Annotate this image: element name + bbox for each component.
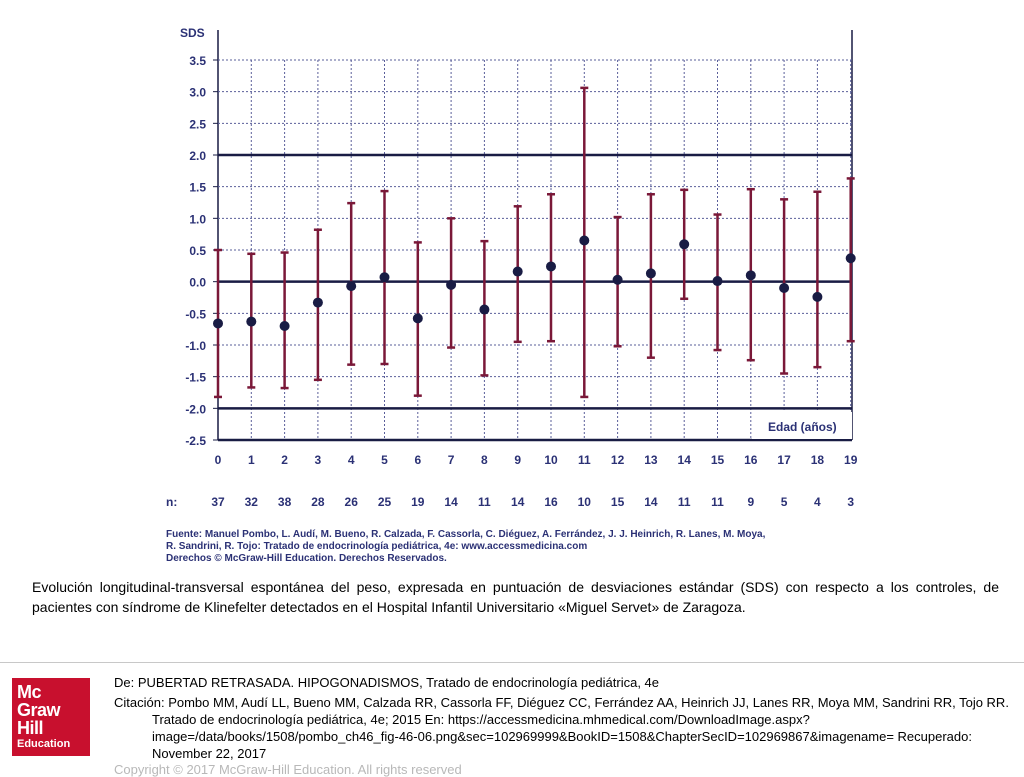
y-tick-label: -1.0: [185, 339, 206, 353]
source-text-line: Derechos © McGraw-Hill Education. Derechos Reservados.: [166, 553, 447, 564]
mean-point: [646, 268, 656, 278]
y-tick-label: -1.5: [185, 370, 206, 385]
mean-point: [380, 272, 390, 282]
mean-point: [313, 298, 323, 308]
citation-text: Citación: Pombo MM, Audí LL, Bueno MM, Calzada RR, Cassorla FF, Diéguez CC, Ferrández AA, Heinrich JJ, Lanes RR, Moya MM, Sandrini RR, Tojo RR. Tratado de endocrinología pediátrica, 4e; 2015 En: https://accessmedicina.mhmedical.com/DownloadImage.aspx?image=/data/books/1508/pombo_ch46_fig-46-06.png&sec=102969999&BookID=1508&ChapterSecID=102969867&imagename= Recuperado: November 22, 2017: [114, 695, 1009, 761]
n-count-label: 15: [610, 495, 625, 509]
mean-point: [280, 321, 290, 331]
mean-point: [613, 275, 623, 285]
x-tick-label: 14: [677, 453, 691, 467]
x-tick-label: 6: [414, 453, 422, 467]
mean-point: [546, 261, 556, 271]
copyright-notice: Copyright © 2017 McGraw-Hill Education. All rights reserved: [114, 762, 462, 777]
mean-point: [479, 305, 489, 315]
y-tick-label: 2.5: [189, 117, 206, 132]
footer-citation-block: [114, 674, 1009, 765]
n-count-label: 25: [377, 495, 392, 509]
n-count-label: 16: [544, 495, 558, 509]
y-tick-label: 2.0: [189, 149, 206, 163]
n-count-label: 9: [747, 495, 755, 509]
y-tick-label: -0.5: [185, 307, 206, 322]
n-count-label: 4: [814, 495, 821, 509]
x-tick-label: 10: [544, 453, 558, 467]
mean-point: [713, 276, 723, 286]
x-tick-label: 11: [577, 453, 591, 467]
source-text-line: R. Sandrini, R. Tojo: Tratado de endocrinología pediátrica, 4e: www.accessmedicina.com: [166, 541, 588, 552]
x-tick-label: 8: [481, 453, 488, 467]
n-count-label: 11: [478, 495, 491, 509]
n-count-label: 10: [577, 495, 591, 509]
x-tick-label: 7: [447, 453, 455, 467]
n-count-label: 14: [444, 495, 458, 509]
mean-point: [846, 253, 856, 263]
mean-point: [812, 292, 822, 302]
y-tick-label: -2.5: [185, 434, 206, 448]
n-count-label: 5: [780, 495, 788, 509]
n-count-label: 3: [847, 495, 855, 509]
x-axis-title: Edad (años): [768, 420, 837, 434]
n-count-label: 14: [644, 495, 658, 509]
x-tick-label: 15: [710, 453, 725, 467]
x-tick-label: 9: [514, 453, 522, 467]
y-tick-label: 1.5: [189, 180, 206, 195]
x-tick-label: 18: [810, 453, 825, 467]
n-count-label: 37: [211, 495, 225, 509]
n-row-label: n:: [166, 495, 178, 509]
mean-point: [446, 280, 456, 290]
y-axis-title: SDS: [180, 26, 205, 40]
x-tick-label: 12: [610, 453, 625, 467]
x-tick-label: 0: [214, 453, 222, 467]
n-count-label: 28: [311, 495, 325, 509]
mean-point: [213, 318, 223, 328]
x-tick-label: 19: [844, 453, 858, 467]
y-tick-label: 0.5: [189, 244, 206, 258]
n-count-label: 19: [411, 495, 425, 509]
mean-point: [513, 267, 523, 277]
figure-caption: Evolución longitudinal-transversal espontánea del peso, expresada en puntuación de desviaciones estándar (SDS) con respecto a los controles, de pacientes con síndrome de Klinefelter detectados en el Hospital Infantil Universitario «Miguel Servet» de Zaragoza.: [32, 579, 999, 615]
mean-point: [579, 236, 589, 246]
x-tick-label: 4: [347, 453, 355, 467]
n-count-label: 11: [677, 495, 691, 509]
footer-divider: [0, 662, 1024, 663]
n-count-label: 26: [344, 495, 358, 509]
n-count-label: 32: [244, 495, 258, 509]
x-tick-label: 17: [777, 453, 791, 467]
x-tick-label: 3: [314, 453, 322, 467]
y-tick-label: -2.0: [185, 402, 206, 417]
y-tick-label: 0.0: [189, 275, 206, 290]
source-text-line: Fuente: Manuel Pombo, L. Audí, M. Bueno, R. Calzada, F. Cassorla, C. Diéguez, A. Ferrández, J. J. Heinrich, R. Lanes, M. Moya,: [166, 529, 766, 540]
y-tick-label: 3.5: [189, 54, 206, 68]
x-tick-label: 1: [247, 453, 255, 467]
y-tick-label: 3.0: [189, 85, 206, 100]
mcgraw-hill-logo: Mc Graw Hill Education: [12, 678, 90, 756]
mean-point: [246, 317, 256, 327]
mean-point: [779, 283, 789, 293]
x-tick-label: 5: [381, 453, 388, 467]
n-count-label: 11: [711, 495, 724, 509]
y-tick-label: 1.0: [189, 212, 206, 227]
x-tick-label: 2: [281, 453, 288, 467]
mean-point: [413, 313, 423, 323]
mean-point: [746, 270, 756, 280]
x-tick-label: 13: [644, 453, 658, 467]
n-count-label: 14: [511, 495, 525, 509]
source-chapter-line: De: PUBERTAD RETRASADA. HIPOGONADISMOS, Tratado de endocrinología pediátrica, 4e: [114, 675, 660, 690]
mean-point: [346, 281, 356, 291]
mean-point: [679, 239, 689, 249]
n-count-label: 38: [277, 495, 292, 509]
x-tick-label: 16: [744, 453, 758, 467]
